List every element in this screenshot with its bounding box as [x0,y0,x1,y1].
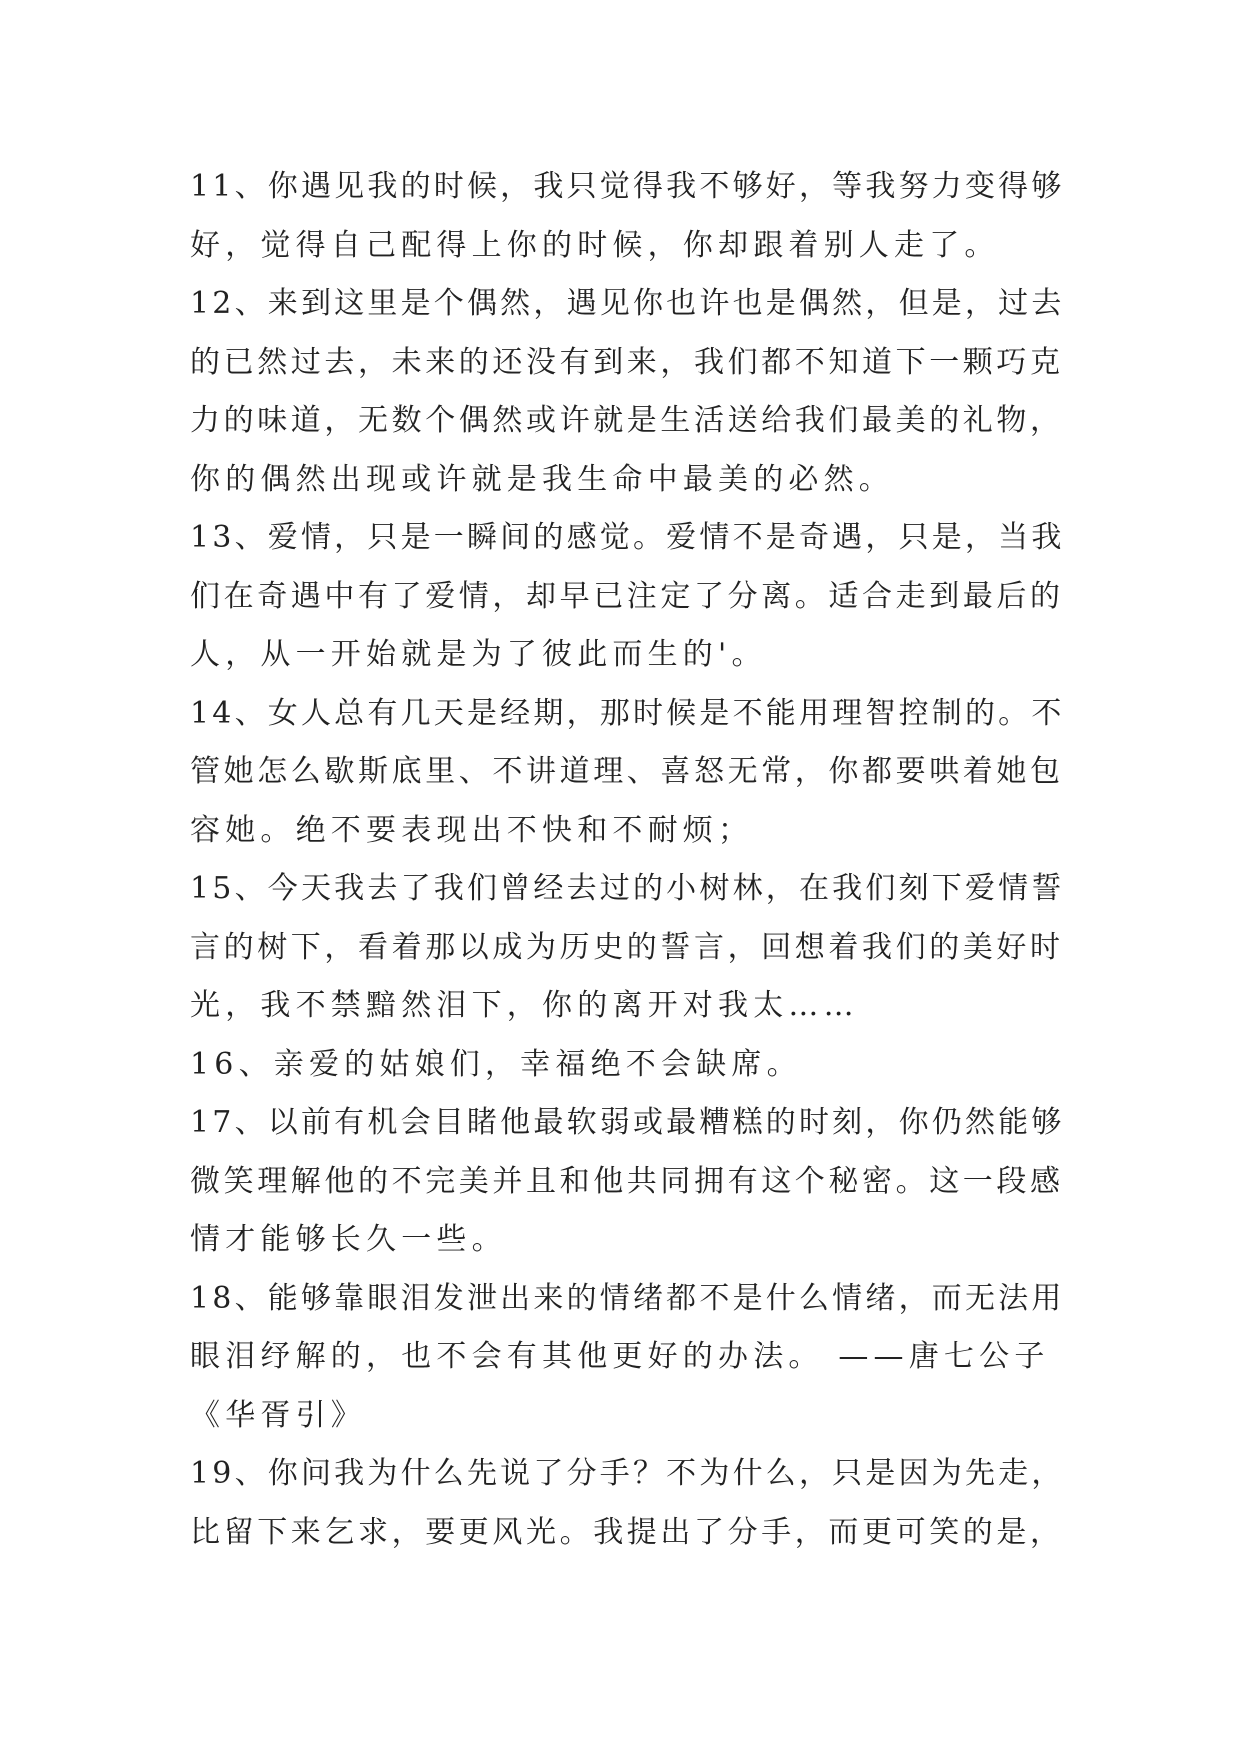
text-line: 14、女人总有几天是经期，那时候是不能用理智控制的。不 [190,695,1065,731]
text-line: 眼泪纾解的，也不会有其他更好的办法。 ——唐七公子 [190,1339,1050,1374]
text-line: 们在奇遇中有了爱情，却早已注定了分离。适合走到最后的 [190,578,1064,614]
text-line: 18、能够靠眼泪发泄出来的情绪都不是什么情绪，而无法用 [190,1280,1065,1316]
text-line: 16、亲爱的姑娘们，幸福绝不会缺席。 [190,1046,802,1082]
text-line: 容她。绝不要表现出不快和不耐烦； [190,812,754,848]
text-line: 力的味道，无数个偶然或许就是生活送给我们最美的礼物， [190,403,1064,438]
text-line: 15、今天我去了我们曾经去过的小树林，在我们刻下爱情誓 [190,871,1065,906]
text-line: 光，我不禁黯然泪下，你的离开对我太…… [190,988,859,1023]
text-line: 好，觉得自己配得上你的时候，你却跟着别人走了。 [190,227,1000,263]
text-line: 比留下来乞求，要更风光。我提出了分手，而更可笑的是， [190,1514,1064,1550]
text-line: 11、你遇见我的时候，我只觉得我不够好，等我努力变得够 [190,169,1065,204]
text-line: 13、爱情，只是一瞬间的感觉。爱情不是奇遇，只是，当我 [190,520,1065,555]
text-line: 17、以前有机会目睹他最软弱或最糟糕的时刻，你仍然能够 [190,1105,1065,1140]
text-line: 的已然过去，未来的还没有到来，我们都不知道下一颗巧克 [190,344,1064,380]
text-line: 19、你问我为什么先说了分手？不为什么，只是因为先走， [190,1456,1065,1491]
text-line: 12、来到这里是个偶然，遇见你也许也是偶然，但是，过去 [190,286,1065,321]
text-line: 言的树下，看着那以成为历史的誓言，回想着我们的美好时 [190,929,1064,965]
text-line: 人，从一开始就是为了彼此而生的'。 [190,637,767,672]
text-line: 《华胥引》 [190,1397,366,1433]
document-body [190,158,1070,1562]
text-line: 情才能够长久一些。 [190,1222,507,1257]
text-line: 微笑理解他的不完美并且和他共同拥有这个秘密。这一段感 [190,1163,1064,1199]
text-line: 你的偶然出现或许就是我生命中最美的必然。 [190,461,894,497]
text-line: 管她怎么歇斯底里、不讲道理、喜怒无常，你都要哄着她包 [190,754,1064,789]
